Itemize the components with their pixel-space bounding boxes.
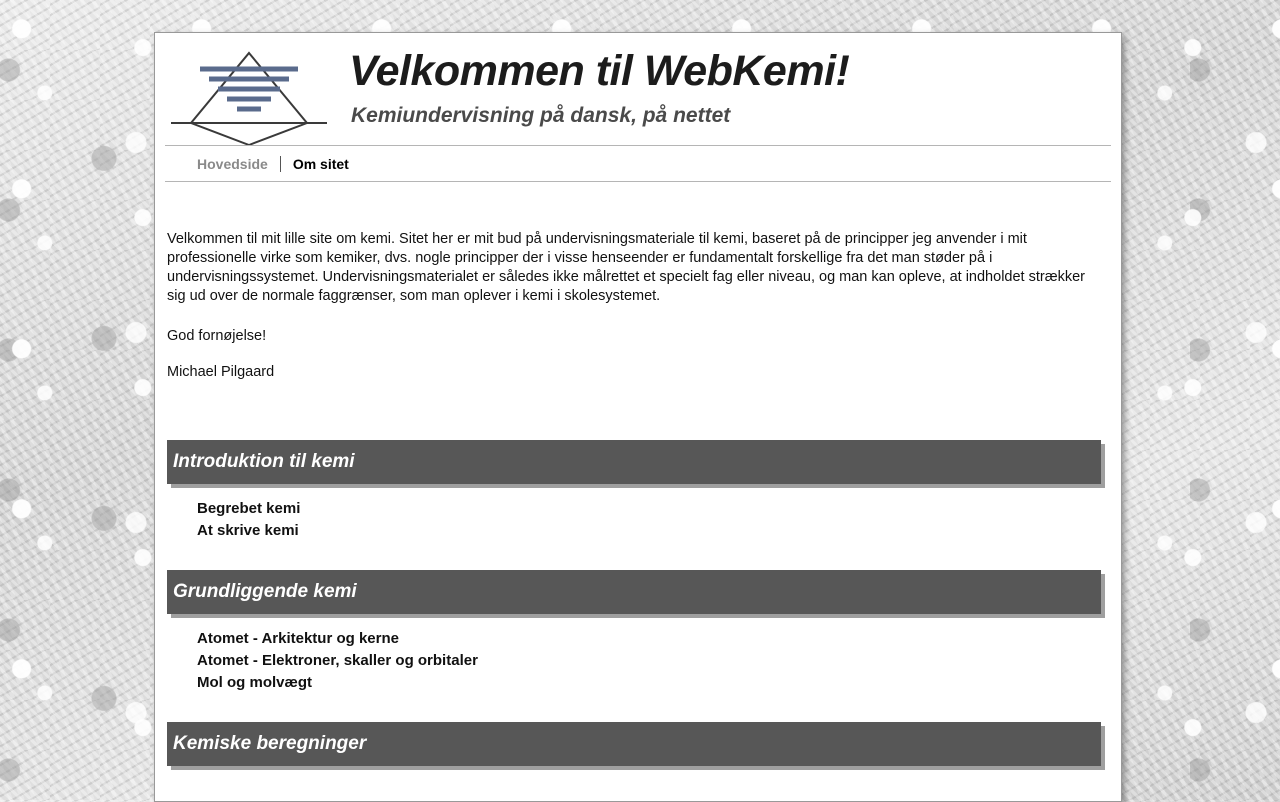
section-link-mol-og-molvaegt[interactable]: Mol og molvægt [197, 674, 312, 692]
section-link-at-skrive-kemi[interactable]: At skrive kemi [197, 522, 299, 540]
section-link-atomet-elektroner-skaller-og-orbitaler[interactable]: Atomet - Elektroner, skaller og orbitaler [197, 652, 478, 670]
section-link-begrebet-kemi[interactable]: Begrebet kemi [197, 500, 301, 518]
page-title: Velkommen til WebKemi! [349, 47, 850, 95]
nav-item-om-sitet[interactable]: Om sitet [292, 155, 349, 172]
section-link-list [167, 614, 1109, 694]
list-item [197, 520, 1109, 542]
section-grundliggende-kemi [167, 570, 1109, 694]
section-gap [167, 542, 1109, 570]
header-titles [335, 39, 849, 128]
list-item [197, 498, 1109, 520]
list-item [197, 628, 1109, 650]
page-subtitle: Kemiundervisning på dansk, på nettet [351, 104, 731, 128]
main-navigation [165, 146, 1111, 182]
main-content [155, 182, 1121, 766]
paragraph-spacer [167, 307, 1109, 327]
page-container [154, 32, 1122, 802]
author-name: Michael Pilgaard [167, 363, 275, 380]
list-item [197, 650, 1109, 672]
section-header: Introduktion til kemi [167, 440, 1101, 484]
section-kemiske-beregninger [167, 722, 1109, 766]
section-link-list [167, 484, 1109, 542]
section-link-atomet-arkitektur-og-kerne[interactable]: Atomet - Arkitektur og kerne [197, 630, 399, 648]
closing-text: God fornøjelse! [167, 327, 267, 344]
section-header: Grundliggende kemi [167, 570, 1101, 614]
webkemi-pyramid-logo [165, 39, 335, 150]
list-item [197, 672, 1109, 694]
nav-item-hovedside[interactable]: Hovedside [197, 155, 268, 172]
section-gap [167, 694, 1109, 722]
section-introduktion-til-kemi [167, 440, 1109, 542]
section-header: Kemiske beregninger [167, 722, 1101, 766]
site-header [155, 33, 1121, 145]
intro-paragraph: Velkommen til mit lille site om kemi. Sitet her er mit bud på undervisningsmateriale til kemi, baseret på de principper jeg anvender i mit professionelle virke som kemiker, dvs. nogle principper der i visse henseender er fundamentalt forskellige fra det man støder på i undervisningssystemet. Undervisningsmaterialet er således ikke målrettet et specielt fag eller niveau, og man kan opleve, at indholdet strækker sig ud over de normale faggrænser, som man oplever i kemi i skolesystemet. [167, 231, 1085, 305]
